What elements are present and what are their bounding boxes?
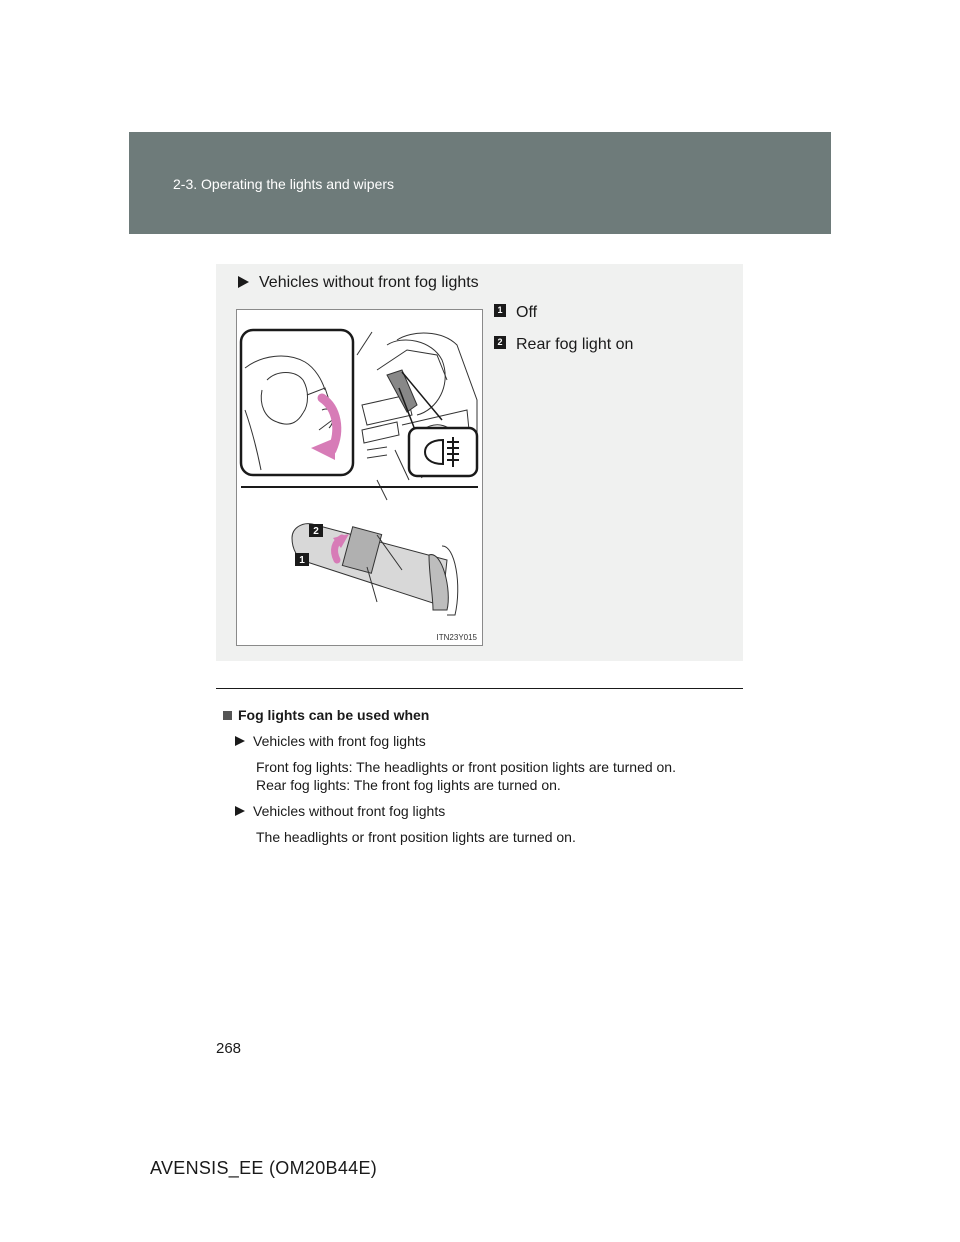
legend-label: Rear fog light on xyxy=(516,336,634,353)
legend-label: Off xyxy=(516,304,538,321)
stalk-drawing xyxy=(292,524,458,615)
section-rule xyxy=(216,688,743,689)
sub-item-without-front-fog xyxy=(235,802,743,820)
page-number: 268 xyxy=(216,1040,242,1057)
sub-item-with-front-fog xyxy=(235,732,743,750)
svg-text:1: 1 xyxy=(299,555,305,566)
lever-shape xyxy=(387,370,417,412)
figure-code: ITN23Y015 xyxy=(436,633,477,642)
paragraph xyxy=(256,828,743,846)
number-1-icon: 1 xyxy=(494,304,506,317)
triangle-bullet-icon xyxy=(235,736,245,746)
sub-item-label: Vehicles with front fog lights xyxy=(253,733,426,749)
footer-code: AVENSIS_EE (OM20B44E) xyxy=(150,1158,378,1178)
svg-text:2: 2 xyxy=(313,526,319,537)
sub-item-label: Vehicles without front fog lights xyxy=(253,803,446,819)
lever-illustration xyxy=(236,309,483,646)
legend xyxy=(494,302,633,366)
paragraph-line: Rear fog lights: The front fog lights are turned on. xyxy=(256,777,561,793)
paragraph xyxy=(256,758,743,794)
section-title: 2-3. Operating the lights and wipers xyxy=(173,176,395,192)
paragraph-line: Front fog lights: The headlights or front position lights are turned on. xyxy=(256,759,676,775)
figure-heading xyxy=(238,274,479,292)
notes-section xyxy=(223,706,743,854)
legend-item-off xyxy=(494,302,633,328)
lever-illustration-drawing xyxy=(237,310,482,645)
callout-1 xyxy=(295,553,309,566)
note-title-text: Fog lights can be used when xyxy=(238,707,430,723)
triangle-bullet-icon xyxy=(235,806,245,816)
number-2-icon: 2 xyxy=(494,336,506,349)
legend-item-rear-fog xyxy=(494,334,633,360)
figure-box xyxy=(216,264,743,661)
note-title xyxy=(223,706,743,724)
header-band xyxy=(129,132,831,234)
callout-2 xyxy=(309,524,323,537)
triangle-bullet-icon xyxy=(238,276,249,288)
paragraph-line: The headlights or front position lights are turned on. xyxy=(256,829,576,845)
square-bullet-icon xyxy=(223,711,232,720)
figure-heading-text: Vehicles without front fog lights xyxy=(259,274,479,291)
